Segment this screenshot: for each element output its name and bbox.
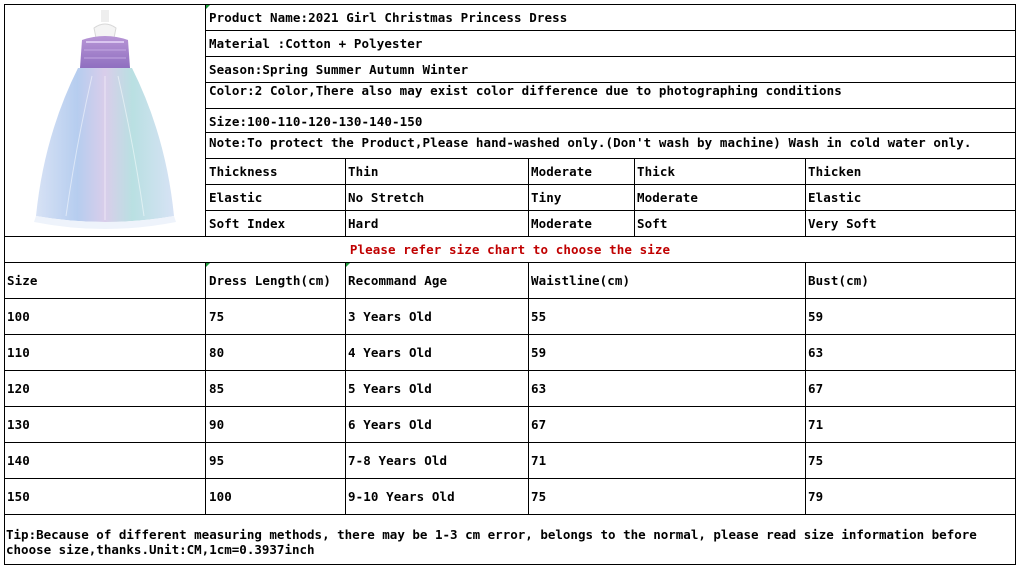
prop-soft-1: Hard xyxy=(348,216,379,231)
care-note: Note:To protect the Product,Please hand-washed only.(Don't wash by machine) Wash in cold water only. xyxy=(209,135,972,150)
row-2-waist: 59 xyxy=(531,345,547,360)
mannequin-neck xyxy=(94,24,116,38)
prop-soft-3: Soft xyxy=(637,216,668,231)
row-2-size: 110 xyxy=(7,345,30,360)
row-5-age: 7-8 Years Old xyxy=(348,453,448,468)
season: Season:Spring Summer Autumn Winter xyxy=(209,62,469,77)
mannequin-top xyxy=(101,10,109,22)
color-info: Color:2 Color,There also may exist color difference due to photographing conditions xyxy=(209,83,842,98)
prop-elastic-3: Moderate xyxy=(637,190,699,205)
row-4-bust: 71 xyxy=(808,417,824,432)
header-age: Recommand Age xyxy=(348,273,448,288)
row-6-size: 150 xyxy=(7,489,30,504)
row-1-age: 3 Years Old xyxy=(348,309,432,324)
header-bust: Bust(cm) xyxy=(808,273,870,288)
row-4-length: 90 xyxy=(209,417,225,432)
row-5-bust: 75 xyxy=(808,453,824,468)
row-1-bust: 59 xyxy=(808,309,824,324)
prop-soft-label: Soft Index xyxy=(209,216,286,231)
prop-thickness-1: Thin xyxy=(348,164,379,179)
product-name: Product Name:2021 Girl Christmas Princess Dress xyxy=(209,10,568,25)
row-3-length: 85 xyxy=(209,381,225,396)
header-size: Size xyxy=(7,273,38,288)
row-2-age: 4 Years Old xyxy=(348,345,432,360)
prop-thickness-4: Thicken xyxy=(808,164,862,179)
row-6-length: 100 xyxy=(209,489,232,504)
prop-thickness-2: Moderate xyxy=(531,164,593,179)
row-5-length: 95 xyxy=(209,453,225,468)
prop-elastic-label: Elastic xyxy=(209,190,263,205)
row-6-age: 9-10 Years Old xyxy=(348,489,455,504)
row-1-waist: 55 xyxy=(531,309,547,324)
prop-elastic-1: No Stretch xyxy=(348,190,425,205)
row-1-length: 75 xyxy=(209,309,225,324)
row-1-size: 100 xyxy=(7,309,30,324)
prop-elastic-4: Elastic xyxy=(808,190,862,205)
row-3-age: 5 Years Old xyxy=(348,381,432,396)
row-6-bust: 79 xyxy=(808,489,824,504)
row-5-waist: 71 xyxy=(531,453,547,468)
row-6-waist: 75 xyxy=(531,489,547,504)
material: Material :Cotton + Polyester xyxy=(209,36,423,51)
dress-bodice xyxy=(80,36,130,68)
prop-soft-4: Very Soft xyxy=(808,216,877,231)
header-waistline: Waistline(cm) xyxy=(531,273,631,288)
prop-elastic-2: Tiny xyxy=(531,190,562,205)
header-dress-length: Dress Length(cm) xyxy=(209,273,332,288)
row-2-length: 80 xyxy=(209,345,225,360)
princess-dress-image xyxy=(6,6,204,234)
prop-thickness-3: Thick xyxy=(637,164,676,179)
row-3-bust: 67 xyxy=(808,381,824,396)
row-2-bust: 63 xyxy=(808,345,824,360)
size-range: Size:100-110-120-130-140-150 xyxy=(209,114,423,129)
product-photo xyxy=(6,6,204,234)
row-4-waist: 67 xyxy=(531,417,547,432)
row-4-age: 6 Years Old xyxy=(348,417,432,432)
measurement-tip: Tip:Because of different measuring methods, there may be 1-3 cm error, belongs to the normal, please read size information before choose size,thanks.Unit:CM,1cm=0.3937inch xyxy=(6,527,977,557)
size-chart-banner: Please refer size chart to choose the size xyxy=(349,242,671,257)
row-4-size: 130 xyxy=(7,417,30,432)
prop-soft-2: Moderate xyxy=(531,216,593,231)
row-5-size: 140 xyxy=(7,453,30,468)
row-3-size: 120 xyxy=(7,381,30,396)
row-3-waist: 63 xyxy=(531,381,547,396)
prop-thickness-label: Thickness xyxy=(209,164,278,179)
